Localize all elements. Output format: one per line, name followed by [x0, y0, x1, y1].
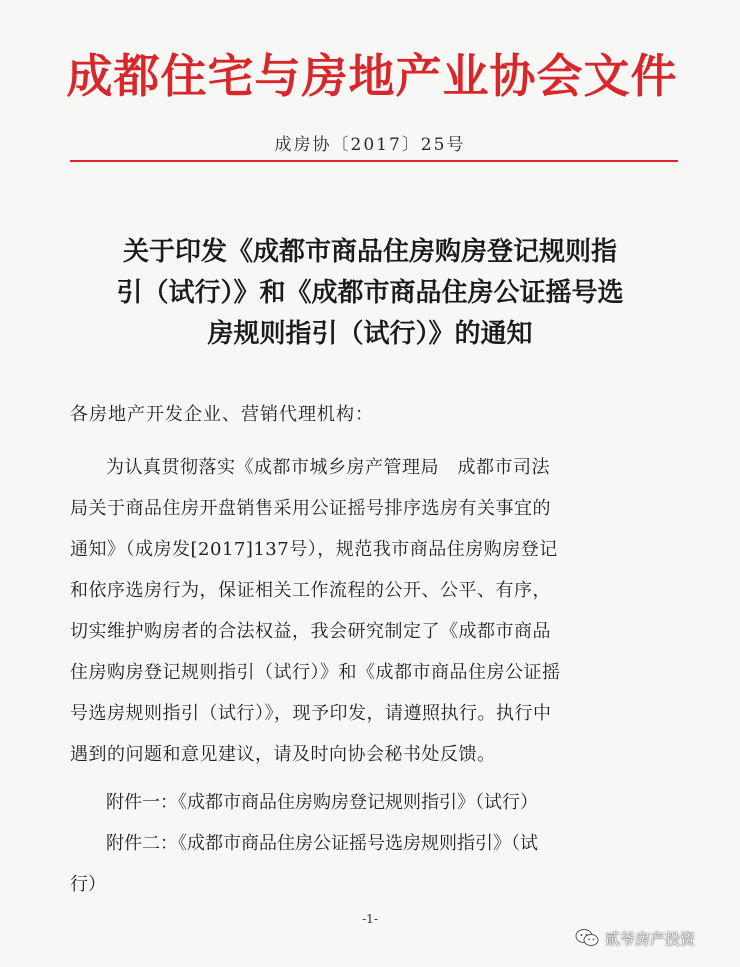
body-line: 住房购房登记规则指引（试行）》和《成都市商品住房公证摇	[70, 662, 561, 683]
body-paragraph	[70, 447, 670, 775]
source-watermark	[575, 923, 735, 953]
document-number: 成房协〔2017〕25号	[274, 135, 466, 155]
page-number: -1-	[362, 912, 378, 926]
header-divider	[70, 160, 678, 162]
watermark-label: 贰爷房产投资	[605, 929, 696, 948]
salutation: 各房地产开发企业、营销代理机构：	[70, 404, 374, 425]
body-line: 遇到的问题和意见建议，请及时向协会秘书处反馈。	[70, 744, 496, 765]
body-line: 和依序选房行为，保证相关工作流程的公开、公平、有序，	[70, 580, 551, 601]
wechat-icon	[575, 928, 599, 948]
body-line: 局关于商品住房开盘销售采用公证摇号排序选房有关事宜的	[70, 498, 551, 519]
notice-title	[70, 232, 670, 355]
attachment-list	[70, 782, 670, 905]
body-line: 通知》（成房发[2017]137号），规范我市商品住房购房登记	[70, 539, 558, 560]
document-header-title: 成都住宅与房地产业协会文件	[66, 49, 678, 103]
body-line: 为认真贯彻落实《成都市城乡房产管理局 成都市司法	[106, 457, 550, 478]
attachment-item: 附件二：《成都市商品住房公证摇号选房规则指引》（试	[106, 833, 538, 854]
notice-title-line: 引（试行）》和《成都市商品住房公证摇号选	[116, 278, 624, 308]
attachment-item-continuation: 行）	[70, 874, 106, 895]
body-line: 号选房规则指引（试行）》，现予印发，请遵照执行。执行中	[70, 703, 552, 724]
attachment-item: 附件一：《成都市商品住房购房登记规则指引》（试行）	[106, 792, 538, 813]
notice-title-line: 房规则指引（试行）》的通知	[207, 319, 533, 349]
body-line: 切实维护购房者的合法权益，我会研究制定了《成都市商品	[70, 621, 551, 642]
notice-title-line: 关于印发《成都市商品住房购房登记规则指	[122, 237, 617, 267]
